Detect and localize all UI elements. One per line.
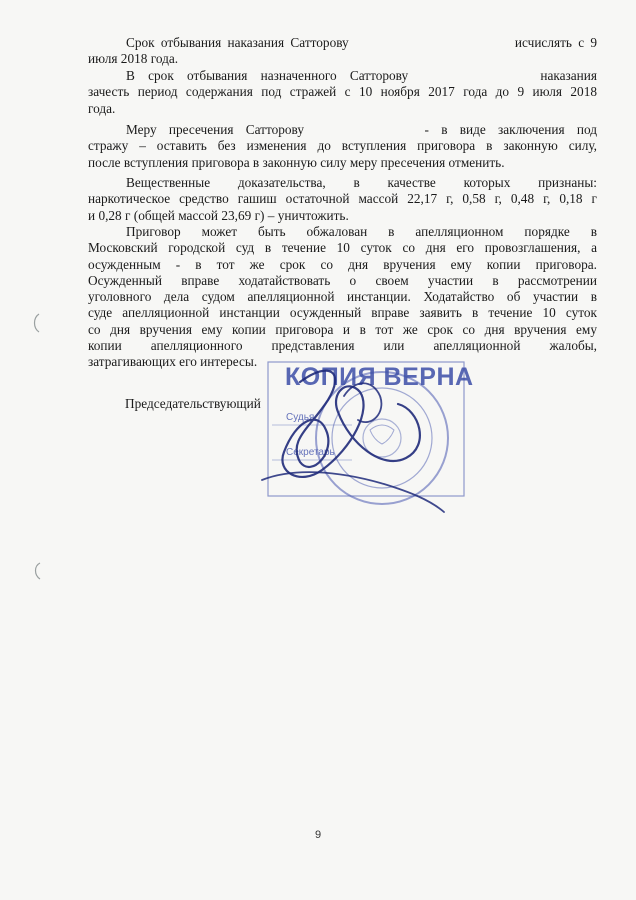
text-line: года.: [88, 100, 116, 116]
paragraph-evidence: [88, 175, 597, 224]
text-line: Вещественные доказательства, в качестве которых признаны:: [126, 175, 597, 190]
stamp-judge-label: Судья: [286, 412, 315, 423]
text-line: после вступления приговора в законную силу меру пресечения отменить.: [88, 154, 505, 170]
stamp-title: КОПИЯ ВЕРНА: [285, 363, 474, 391]
text-line: уголовного дела судом апелляционной инстанции. Ходатайство об участии в: [88, 289, 597, 305]
text-line: и 0,28 г (общей массой 23,69 г) – уничтожить.: [88, 207, 349, 223]
text-line: со дня вручения ему копии приговора и в тот же срок со дня вручения ему: [88, 321, 597, 337]
redacted-name: [355, 35, 509, 51]
paragraph-appeal: [88, 224, 597, 371]
text-line: июля 2018 года.: [88, 51, 179, 67]
redacted-name: [421, 68, 527, 84]
paragraph-sentence-term: [88, 35, 597, 68]
text-line: осужденным - в тот же срок со дня вручения ему копии приговора.: [88, 256, 597, 272]
text-line: Осужденный вправе ходатайствовать о своем участии в рассмотрении: [88, 272, 597, 288]
margin-mark: [30, 560, 44, 582]
page-number: 9: [314, 829, 322, 841]
text-line: затрагивающих его интересы.: [88, 354, 258, 370]
text-line: наркотическое средство гашиш остаточной массой 22,17 г, 0,58 г, 0,48 г, 0,18 г: [88, 191, 597, 207]
text-line: Меру пресечения Сатторову - в виде заключения под: [126, 122, 598, 137]
text-line: стражу – оставить без изменения до вступления приговора в законную силу,: [88, 138, 597, 154]
redacted-name: [316, 122, 412, 138]
stamp-secretary-label: Секретарь: [286, 447, 335, 458]
text-line: Московский городской суд в течение 10 суток со дня его провозглашения, а: [88, 240, 597, 256]
text-line: копии апелляционного представления или апелляционной жалобы,: [88, 338, 597, 354]
paragraph-preventive-measure: [88, 122, 597, 171]
margin-mark: [30, 312, 44, 334]
text-line: В срок отбывания назначенного Сатторову наказания: [126, 68, 598, 83]
chair-label: Председательствующий: [125, 396, 261, 411]
text-line: суде апелляционной инстанции осужденный вправе заявить в течение 10 суток: [88, 305, 597, 321]
text-line: зачесть период содержания под стражей с 10 ноября 2017 года до 9 июля 2018: [88, 84, 597, 100]
paragraph-custody-credit: [88, 68, 597, 117]
text-line: Срок отбывания наказания Сатторову исчислять с 9: [126, 35, 598, 50]
text-line: Приговор может быть обжалован в апелляционном порядке в: [126, 224, 597, 239]
